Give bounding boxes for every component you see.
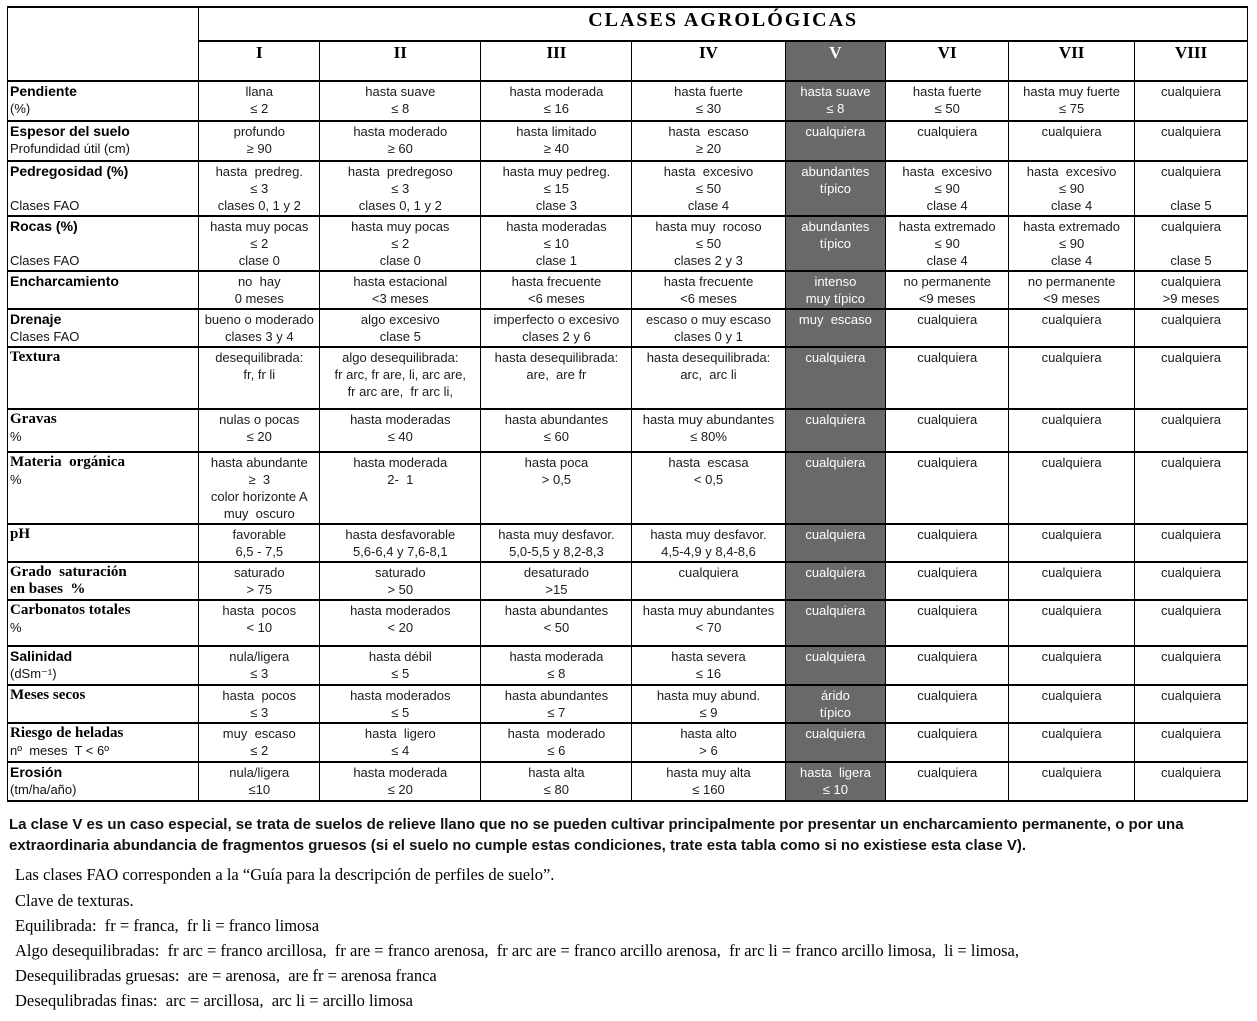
corner-cell [8, 7, 199, 81]
cell-rocas-II: hasta muy pocas ≤ 2 clase 0 [320, 216, 481, 271]
table-row-rocas [8, 216, 1248, 271]
cell-ph-I: favorable 6,5 - 7,5 [199, 524, 320, 562]
cell-meses-secos-VIII: cualquiera [1135, 685, 1248, 723]
cell-ph-VII: cualquiera [1009, 524, 1135, 562]
document-page [1, 0, 1256, 1021]
cell-pedregosidad-VIII: cualquiera clase 5 [1135, 161, 1248, 216]
row-label-drenaje: Drenaje Clases FAO [8, 309, 199, 347]
cell-meses-secos-III: hasta abundantes ≤ 7 [481, 685, 632, 723]
table-row-grado-saturacion-en-bases [8, 562, 1248, 600]
cell-drenaje-IV: escaso o muy escaso clases 0 y 1 [632, 309, 785, 347]
table-title: CLASES AGROLÓGICAS [199, 7, 1248, 41]
cell-carbonatos-totales-IV: hasta muy abundantes < 70 [632, 600, 785, 646]
table-row-drenaje [8, 309, 1248, 347]
cell-gravas-VI: cualquiera [886, 409, 1009, 452]
cell-rocas-IV: hasta muy rocoso ≤ 50 clases 2 y 3 [632, 216, 785, 271]
cell-materia-organica-IV: hasta escasa < 0,5 [632, 452, 785, 524]
cell-grado-saturacion-en-bases-VIII: cualquiera [1135, 562, 1248, 600]
row-label-gravas: Gravas % [8, 409, 199, 452]
cell-carbonatos-totales-VII: cualquiera [1009, 600, 1135, 646]
cell-gravas-II: hasta moderadas ≤ 40 [320, 409, 481, 452]
cell-erosion-VII: cualquiera [1009, 762, 1135, 801]
cell-encharcamiento-III: hasta frecuente <6 meses [481, 271, 632, 309]
table-row-materia-organica [8, 452, 1248, 524]
note-class-v-special: La clase V es un caso especial, se trata de suelos de relieve llano que no se pueden cultivar principalmente por presentar un encharcamiento permanente, o por una extraordinaria abundancia de fragmentos gruesos (si el suelo no cumple estas condiciones, trate esta tabla como si no existiese esta clase V). [9, 816, 1188, 854]
row-label-espesor-del-suelo: Espesor del suelo Profundidad útil (cm) [8, 121, 199, 161]
cell-carbonatos-totales-VIII: cualquiera [1135, 600, 1248, 646]
footnote-line-4: Algo desequilibradas: fr arc = franco arcillosa, fr are = franco arenosa, fr arc are = franco arcillo arenosa, fr arc li = franco arcillo limosa, li = limosa, [15, 941, 1019, 960]
row-label-carbonatos-totales: Carbonatos totales % [8, 600, 199, 646]
cell-textura-II: algo desequilibrada: fr arc, fr are, li, arc are, fr arc are, fr arc li, [320, 347, 481, 409]
cell-grado-saturacion-en-bases-I: saturado > 75 [199, 562, 320, 600]
cell-pendiente-V: hasta suave ≤ 8 [785, 81, 886, 121]
cell-carbonatos-totales-V: cualquiera [785, 600, 886, 646]
column-header-I: I [199, 41, 320, 81]
cell-ph-VIII: cualquiera [1135, 524, 1248, 562]
cell-erosion-IV: hasta muy alta ≤ 160 [632, 762, 785, 801]
cell-salinidad-II: hasta débil ≤ 5 [320, 646, 481, 685]
cell-drenaje-III: imperfecto o excesivo clases 2 y 6 [481, 309, 632, 347]
cell-drenaje-V: muy escaso [785, 309, 886, 347]
table-row-espesor-del-suelo [8, 121, 1248, 161]
column-header-VI: VI [886, 41, 1009, 81]
cell-carbonatos-totales-I: hasta pocos < 10 [199, 600, 320, 646]
cell-rocas-VIII: cualquiera clase 5 [1135, 216, 1248, 271]
cell-rocas-VI: hasta extremado ≤ 90 clase 4 [886, 216, 1009, 271]
cell-erosion-V: hasta ligera ≤ 10 [785, 762, 886, 801]
cell-pendiente-VII: hasta muy fuerte ≤ 75 [1009, 81, 1135, 121]
cell-rocas-III: hasta moderadas ≤ 10 clase 1 [481, 216, 632, 271]
cell-carbonatos-totales-VI: cualquiera [886, 600, 1009, 646]
cell-gravas-V: cualquiera [785, 409, 886, 452]
cell-riesgo-de-heladas-II: hasta ligero ≤ 4 [320, 723, 481, 762]
cell-encharcamiento-II: hasta estacional <3 meses [320, 271, 481, 309]
column-header-II: II [320, 41, 481, 81]
cell-pedregosidad-I: hasta predreg. ≤ 3 clases 0, 1 y 2 [199, 161, 320, 216]
cell-riesgo-de-heladas-I: muy escaso ≤ 2 [199, 723, 320, 762]
cell-gravas-III: hasta abundantes ≤ 60 [481, 409, 632, 452]
column-header-IV: IV [632, 41, 785, 81]
cell-gravas-IV: hasta muy abundantes ≤ 80% [632, 409, 785, 452]
cell-gravas-I: nulas o pocas ≤ 20 [199, 409, 320, 452]
cell-pendiente-IV: hasta fuerte ≤ 30 [632, 81, 785, 121]
row-label-erosion: Erosión (tm/ha/año) [8, 762, 199, 801]
cell-salinidad-V: cualquiera [785, 646, 886, 685]
agrological-classes-table [7, 6, 1248, 802]
cell-drenaje-II: algo excesivo clase 5 [320, 309, 481, 347]
cell-gravas-VIII: cualquiera [1135, 409, 1248, 452]
cell-salinidad-IV: hasta severa ≤ 16 [632, 646, 785, 685]
cell-encharcamiento-VIII: cualquiera >9 meses [1135, 271, 1248, 309]
cell-pendiente-VIII: cualquiera [1135, 81, 1248, 121]
cell-espesor-del-suelo-I: profundo ≥ 90 [199, 121, 320, 161]
footnote-line-6: Desequlibradas finas: arc = arcillosa, arc li = arcillo limosa [15, 991, 413, 1010]
row-label-grado-saturacion-en-bases: Grado saturación en bases % [8, 562, 199, 600]
cell-pendiente-III: hasta moderada ≤ 16 [481, 81, 632, 121]
cell-grado-saturacion-en-bases-V: cualquiera [785, 562, 886, 600]
cell-salinidad-VI: cualquiera [886, 646, 1009, 685]
cell-meses-secos-VII: cualquiera [1009, 685, 1135, 723]
cell-erosion-II: hasta moderada ≤ 20 [320, 762, 481, 801]
cell-espesor-del-suelo-V: cualquiera [785, 121, 886, 161]
cell-pedregosidad-II: hasta predregoso ≤ 3 clases 0, 1 y 2 [320, 161, 481, 216]
cell-grado-saturacion-en-bases-VI: cualquiera [886, 562, 1009, 600]
cell-textura-VII: cualquiera [1009, 347, 1135, 409]
cell-pedregosidad-VI: hasta excesivo ≤ 90 clase 4 [886, 161, 1009, 216]
cell-textura-IV: hasta desequilibrada: arc, arc li [632, 347, 785, 409]
cell-rocas-VII: hasta extremado ≤ 90 clase 4 [1009, 216, 1135, 271]
cell-rocas-I: hasta muy pocas ≤ 2 clase 0 [199, 216, 320, 271]
cell-meses-secos-V: árido típico [785, 685, 886, 723]
cell-grado-saturacion-en-bases-III: desaturado >15 [481, 562, 632, 600]
cell-ph-V: cualquiera [785, 524, 886, 562]
cell-materia-organica-III: hasta poca > 0,5 [481, 452, 632, 524]
cell-materia-organica-II: hasta moderada 2- 1 [320, 452, 481, 524]
cell-meses-secos-VI: cualquiera [886, 685, 1009, 723]
cell-erosion-VIII: cualquiera [1135, 762, 1248, 801]
cell-encharcamiento-VI: no permanente <9 meses [886, 271, 1009, 309]
cell-espesor-del-suelo-IV: hasta escaso ≥ 20 [632, 121, 785, 161]
table-row-meses-secos [8, 685, 1248, 723]
cell-meses-secos-II: hasta moderados ≤ 5 [320, 685, 481, 723]
table-row-riesgo-de-heladas [8, 723, 1248, 762]
row-label-riesgo-de-heladas: Riesgo de heladas nº meses T < 6º [8, 723, 199, 762]
row-label-encharcamiento: Encharcamiento [8, 271, 199, 309]
cell-pedregosidad-V: abundantes típico [785, 161, 886, 216]
cell-pedregosidad-VII: hasta excesivo ≤ 90 clase 4 [1009, 161, 1135, 216]
cell-materia-organica-VI: cualquiera [886, 452, 1009, 524]
cell-textura-VIII: cualquiera [1135, 347, 1248, 409]
cell-riesgo-de-heladas-V: cualquiera [785, 723, 886, 762]
cell-espesor-del-suelo-VII: cualquiera [1009, 121, 1135, 161]
cell-espesor-del-suelo-VI: cualquiera [886, 121, 1009, 161]
cell-erosion-III: hasta alta ≤ 80 [481, 762, 632, 801]
footnote-line-1: Las clases FAO corresponden a la “Guía para la descripción de perfiles de suelo”. [15, 865, 555, 884]
cell-riesgo-de-heladas-VI: cualquiera [886, 723, 1009, 762]
cell-espesor-del-suelo-III: hasta limitado ≥ 40 [481, 121, 632, 161]
footnote-line-2: Clave de texturas. [15, 891, 134, 910]
column-header-V: V [785, 41, 886, 81]
cell-pendiente-II: hasta suave ≤ 8 [320, 81, 481, 121]
cell-materia-organica-VII: cualquiera [1009, 452, 1135, 524]
table-row-encharcamiento [8, 271, 1248, 309]
table-row-salinidad [8, 646, 1248, 685]
cell-textura-III: hasta desequilibrada: are, are fr [481, 347, 632, 409]
cell-encharcamiento-IV: hasta frecuente <6 meses [632, 271, 785, 309]
row-label-textura: Textura [8, 347, 199, 409]
cell-materia-organica-VIII: cualquiera [1135, 452, 1248, 524]
cell-ph-III: hasta muy desfavor. 5,0-5,5 y 8,2-8,3 [481, 524, 632, 562]
row-label-rocas: Rocas (%) Clases FAO [8, 216, 199, 271]
cell-gravas-VII: cualquiera [1009, 409, 1135, 452]
cell-textura-VI: cualquiera [886, 347, 1009, 409]
cell-drenaje-VIII: cualquiera [1135, 309, 1248, 347]
cell-grado-saturacion-en-bases-VII: cualquiera [1009, 562, 1135, 600]
cell-riesgo-de-heladas-III: hasta moderado ≤ 6 [481, 723, 632, 762]
table-row-textura [8, 347, 1248, 409]
cell-encharcamiento-VII: no permanente <9 meses [1009, 271, 1135, 309]
cell-pendiente-VI: hasta fuerte ≤ 50 [886, 81, 1009, 121]
table-row-ph [8, 524, 1248, 562]
cell-drenaje-VII: cualquiera [1009, 309, 1135, 347]
column-header-VII: VII [1009, 41, 1135, 81]
cell-salinidad-VII: cualquiera [1009, 646, 1135, 685]
cell-grado-saturacion-en-bases-II: saturado > 50 [320, 562, 481, 600]
cell-ph-VI: cualquiera [886, 524, 1009, 562]
cell-erosion-VI: cualquiera [886, 762, 1009, 801]
cell-meses-secos-IV: hasta muy abund. ≤ 9 [632, 685, 785, 723]
table-body [8, 81, 1248, 801]
cell-grado-saturacion-en-bases-IV: cualquiera [632, 562, 785, 600]
row-label-salinidad: Salinidad (dSm⁻¹) [8, 646, 199, 685]
table-row-pendiente [8, 81, 1248, 121]
table-row-erosion [8, 762, 1248, 801]
cell-meses-secos-I: hasta pocos ≤ 3 [199, 685, 320, 723]
table-row-gravas [8, 409, 1248, 452]
column-header-III: III [481, 41, 632, 81]
cell-ph-IV: hasta muy desfavor. 4,5-4,9 y 8,4-8,6 [632, 524, 785, 562]
row-label-ph: pH [8, 524, 199, 562]
cell-pedregosidad-IV: hasta excesivo ≤ 50 clase 4 [632, 161, 785, 216]
cell-ph-II: hasta desfavorable 5,6-6,4 y 7,6-8,1 [320, 524, 481, 562]
cell-textura-V: cualquiera [785, 347, 886, 409]
cell-riesgo-de-heladas-VII: cualquiera [1009, 723, 1135, 762]
cell-materia-organica-I: hasta abundante ≥ 3 color horizonte A muy oscuro [199, 452, 320, 524]
cell-carbonatos-totales-III: hasta abundantes < 50 [481, 600, 632, 646]
cell-salinidad-III: hasta moderada ≤ 8 [481, 646, 632, 685]
footnote-line-5: Desequilibradas gruesas: are = arenosa, are fr = arenosa franca [15, 966, 437, 985]
footnote-line-3: Equilibrada: fr = franca, fr li = franco limosa [15, 916, 320, 935]
table-row-pedregosidad [8, 161, 1248, 216]
cell-textura-I: desequilibrada: fr, fr li [199, 347, 320, 409]
table-row-carbonatos-totales [8, 600, 1248, 646]
cell-encharcamiento-I: no hay 0 meses [199, 271, 320, 309]
footnotes [7, 814, 1252, 1013]
cell-erosion-I: nula/ligera ≤10 [199, 762, 320, 801]
cell-carbonatos-totales-II: hasta moderados < 20 [320, 600, 481, 646]
row-label-materia-organica: Materia orgánica % [8, 452, 199, 524]
cell-encharcamiento-V: intenso muy típico [785, 271, 886, 309]
cell-drenaje-I: bueno o moderado clases 3 y 4 [199, 309, 320, 347]
cell-drenaje-VI: cualquiera [886, 309, 1009, 347]
cell-materia-organica-V: cualquiera [785, 452, 886, 524]
cell-espesor-del-suelo-II: hasta moderado ≥ 60 [320, 121, 481, 161]
cell-pendiente-I: llana ≤ 2 [199, 81, 320, 121]
column-header-VIII: VIII [1135, 41, 1248, 81]
cell-salinidad-I: nula/ligera ≤ 3 [199, 646, 320, 685]
cell-rocas-V: abundantes típico [785, 216, 886, 271]
cell-riesgo-de-heladas-VIII: cualquiera [1135, 723, 1248, 762]
cell-pedregosidad-III: hasta muy pedreg. ≤ 15 clase 3 [481, 161, 632, 216]
row-label-pendiente: Pendiente (%) [8, 81, 199, 121]
cell-espesor-del-suelo-VIII: cualquiera [1135, 121, 1248, 161]
row-label-pedregosidad: Pedregosidad (%) Clases FAO [8, 161, 199, 216]
texture-key-notes [7, 862, 1252, 1013]
cell-riesgo-de-heladas-IV: hasta alto > 6 [632, 723, 785, 762]
row-label-meses-secos: Meses secos [8, 685, 199, 723]
cell-salinidad-VIII: cualquiera [1135, 646, 1248, 685]
